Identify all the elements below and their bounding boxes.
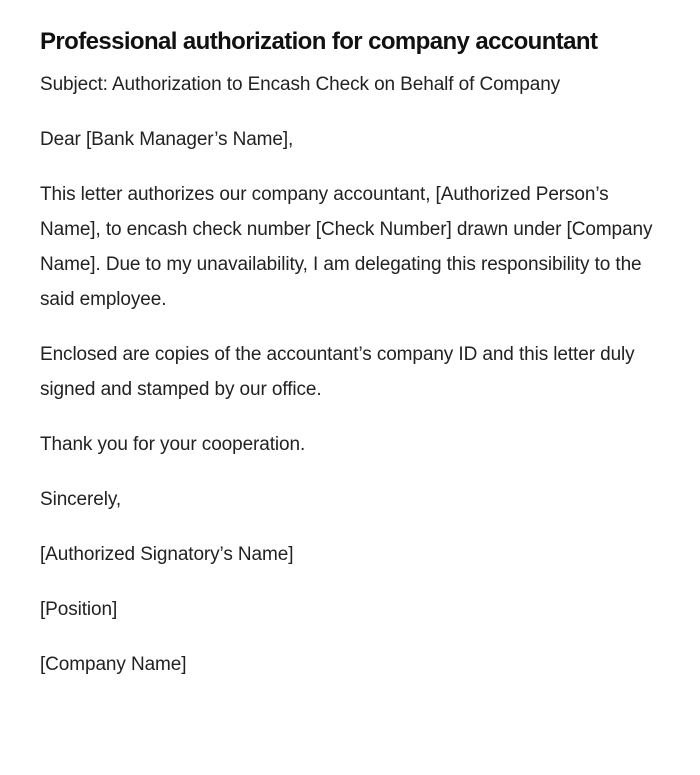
signatory-company: [Company Name] — [40, 654, 187, 675]
letter-document — [40, 20, 660, 682]
document-title: Professional authorization for company accountant — [40, 28, 598, 55]
subject-line: Subject: Authorization to Encash Check on Behalf of Company — [40, 74, 561, 95]
signatory-position: [Position] — [40, 599, 118, 620]
salutation: Dear [Bank Manager’s Name], — [40, 129, 294, 150]
body-paragraph-enclosures: Enclosed are copies of the accountant’s company ID and this letter duly signed and stamped by our office. — [40, 344, 635, 400]
closing: Sincerely, — [40, 489, 122, 510]
body-paragraph-thanks: Thank you for your cooperation. — [40, 434, 306, 455]
body-paragraph-authorization: This letter authorizes our company accountant, [Authorized Person’s Name], to encash check number [Check Number] drawn under [Company Name]. Due to my unavailability, I am delegating this responsibility to the said employee. — [40, 184, 653, 310]
signatory-name: [Authorized Signatory’s Name] — [40, 544, 294, 565]
